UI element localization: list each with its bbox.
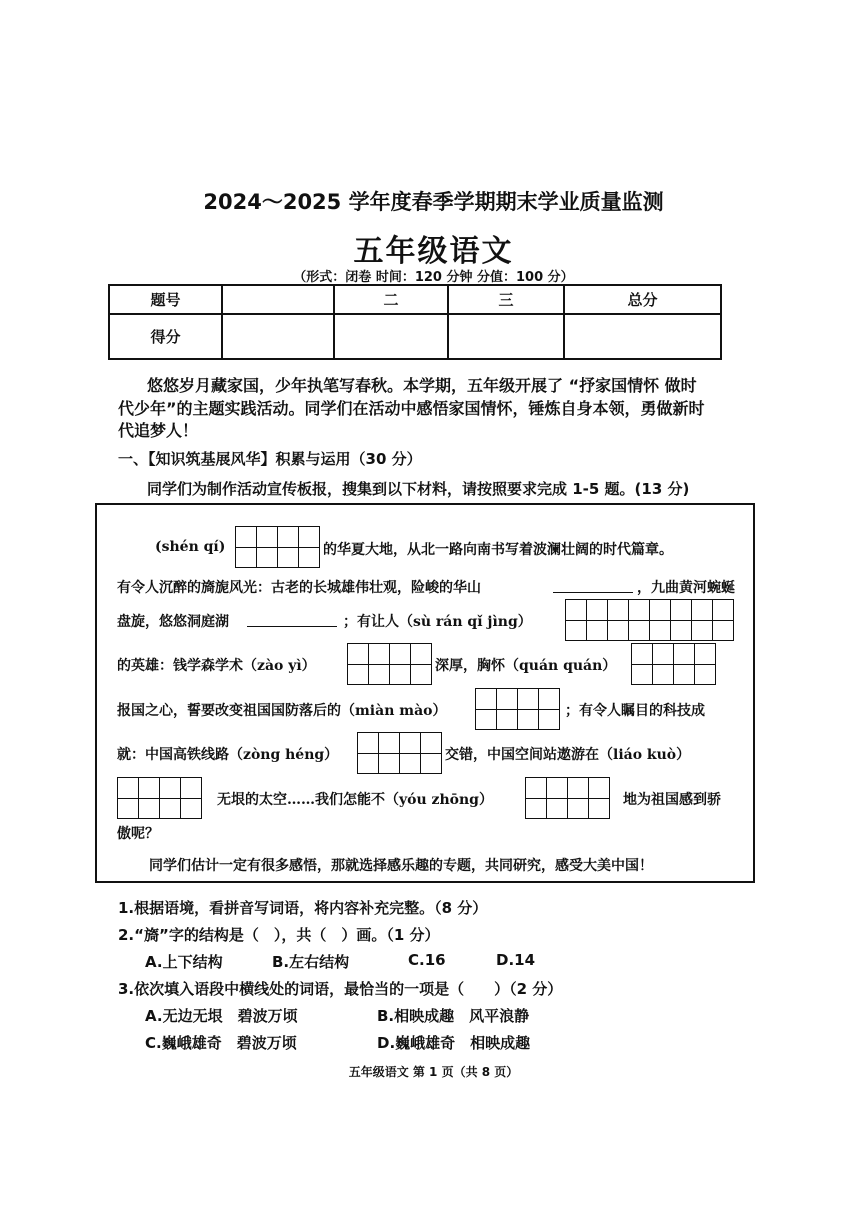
score-table [108, 284, 722, 360]
passage-text: 盘旋，悠悠洞庭湖 [117, 614, 229, 630]
passage-text: 傲呢？ [117, 826, 159, 842]
answer-grid[interactable] [475, 688, 560, 730]
q2-option-d[interactable]: D.14 [496, 951, 536, 969]
passage-box [95, 503, 755, 883]
answer-grid[interactable] [117, 777, 202, 819]
score-table-header: 三 [448, 285, 564, 314]
answer-grid[interactable] [357, 732, 442, 774]
exam-subtitle: 五年级语文 [353, 234, 514, 269]
question-3: 3.依次填入语段中横线处的词语，最恰当的一项是（ ）（2 分） [118, 980, 563, 998]
q3-option-b[interactable]: B.相映成趣 风平浪静 [377, 1007, 530, 1025]
passage-text: ；有令人瞩目的科技成 [565, 703, 705, 719]
score-cell [334, 314, 448, 359]
score-table-header [222, 285, 334, 314]
exam-form-info: （形式：闭卷 时间：120 分钟 分值：100 分） [293, 270, 574, 285]
q3-option-c[interactable]: C.巍峨雄奇 碧波万顷 [145, 1034, 297, 1052]
passage-text: (shén qí) [155, 539, 226, 555]
question-1: 1.根据语境，看拼音写词语，将内容补充完整。（8 分） [118, 899, 488, 917]
passage-text: 地为祖国感到骄 [623, 792, 721, 808]
q3-option-d[interactable]: D.巍峨雄奇 相映成趣 [377, 1034, 531, 1052]
score-cell [448, 314, 564, 359]
passage-text: 的英雄：钱学森学术（zào yì） [117, 658, 316, 674]
answer-grid[interactable] [565, 599, 734, 641]
passage-text: 无垠的太空……我们怎能不（yóu zhōng） [217, 792, 493, 808]
score-table-header: 题号 [109, 285, 222, 314]
question-2: 2.“旖”字的结构是（ ），共（ ）画。（1 分） [118, 926, 440, 944]
passage-text: 交错，中国空间站遨游在（liáo kuò） [445, 747, 691, 763]
answer-blank[interactable] [553, 577, 633, 593]
score-table-header: 总分 [564, 285, 721, 314]
answer-grid[interactable] [347, 643, 432, 685]
score-cell [222, 314, 334, 359]
passage-text: 的华夏大地，从北一路向南书写着波澜壮阔的时代篇章。 [323, 542, 673, 558]
passage-text: 有令人沉醉的旖旎风光：古老的长城雄伟壮观，险峻的华山 [117, 580, 481, 596]
q3-option-a[interactable]: A.无边无垠 碧波万顷 [145, 1007, 298, 1025]
section-instruction: 同学们为制作活动宣传板报，搜集到以下材料，请按照要求完成 1-5 题。(13 分) [147, 480, 690, 498]
passage-text: ；有让人（sù rán qǐ jìng） [343, 614, 532, 630]
intro-line: 悠悠岁月藏家国，少年执笔写春秋。本学期，五年级开展了 “抒家国情怀 做时 [147, 376, 697, 395]
score-row-label: 得分 [109, 314, 222, 359]
answer-grid[interactable] [525, 777, 610, 819]
passage-text: ，九曲黄河蜿蜒 [637, 580, 735, 596]
passage-text: 深厚，胸怀（quán quán） [435, 658, 617, 674]
score-cell [564, 314, 721, 359]
section-heading: 一、【知识筑基展风华】积累与运用（30 分） [118, 450, 422, 468]
intro-line: 代少年”的主题实践活动。同学们在活动中感悟家国情怀，锤炼自身本领，勇做新时 [118, 399, 705, 418]
intro-line: 代追梦人！ [118, 421, 199, 440]
score-table-header: 二 [334, 285, 448, 314]
q2-option-a[interactable]: A.上下结构 [145, 953, 223, 971]
exam-title: 2024～2025 学年度春季学期期末学业质量监测 [203, 190, 664, 214]
page-footer: 五年级语文 第 1 页（共 8 页） [348, 1065, 519, 1079]
answer-grid[interactable] [631, 643, 716, 685]
passage-text: 报国之心，誓要改变祖国国防落后的（miàn mào） [117, 703, 447, 719]
answer-blank[interactable] [247, 611, 337, 627]
answer-grid[interactable] [235, 526, 320, 568]
passage-text: 就：中国高铁线路（zòng héng） [117, 747, 339, 763]
q2-option-b[interactable]: B.左右结构 [272, 953, 350, 971]
q2-option-c[interactable]: C.16 [408, 951, 446, 969]
passage-text: 同学们估计一定有很多感悟，那就选择感乐趣的专题，共同研究，感受大美中国！ [149, 858, 653, 874]
